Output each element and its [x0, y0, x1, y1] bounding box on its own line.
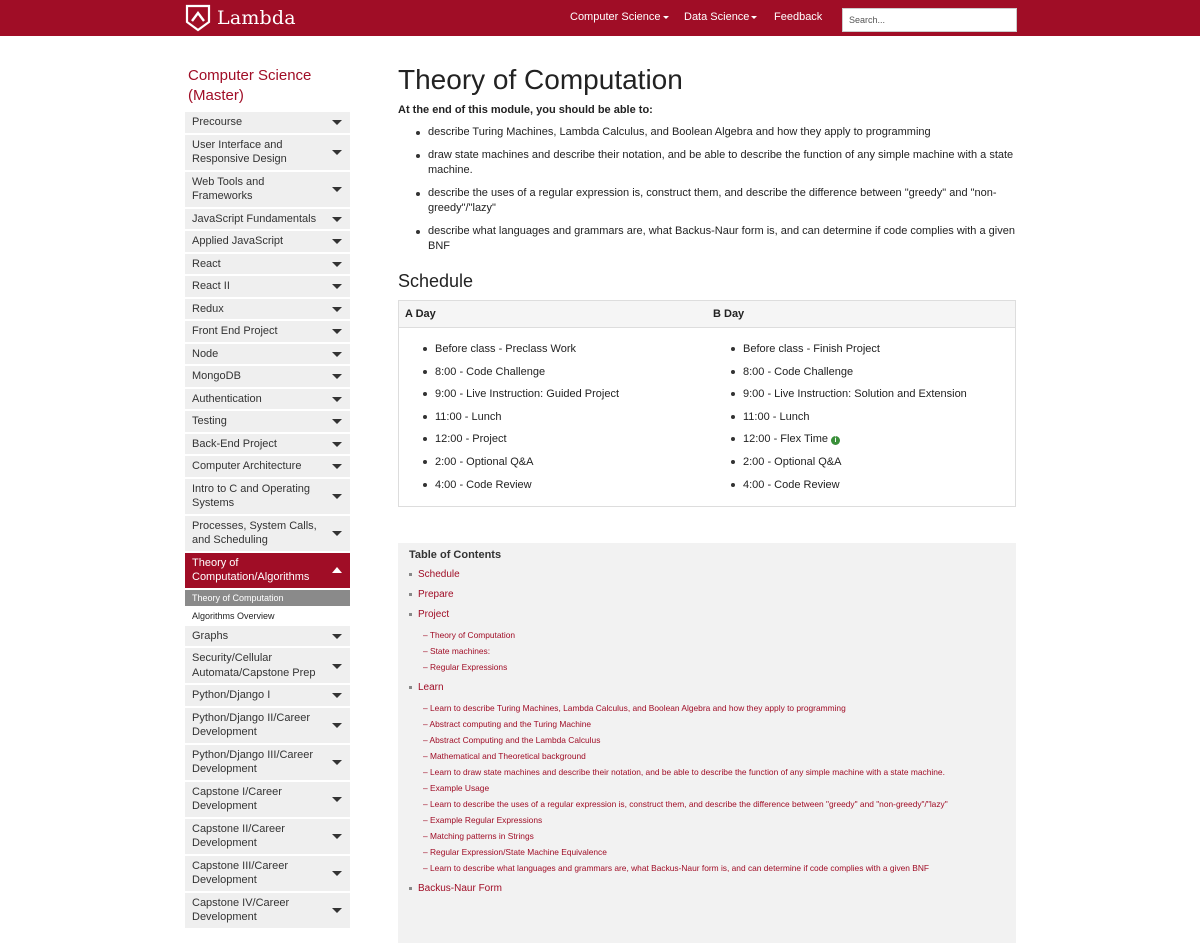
- schedule-item-text: 9:00 - Live Instruction: Solution and Extension: [743, 388, 967, 401]
- caret-down-icon: [751, 16, 757, 19]
- sidebar-item-label: Web Tools and Frameworks: [192, 175, 265, 202]
- sidebar-item-label: Graphs: [192, 629, 229, 642]
- sidebar-item-label: Computer Architecture: [192, 460, 302, 472]
- toc-sublist: [423, 627, 1005, 675]
- chevron-down-icon[interactable]: [332, 239, 342, 244]
- schedule-table: [398, 300, 1016, 507]
- schedule-item: [423, 410, 707, 424]
- sidebar-item-python-django-i[interactable]: [185, 685, 350, 706]
- sidebar-item-security-cellular-automata-capstone-prep[interactable]: [185, 648, 350, 683]
- toc-subitem[interactable]: – Regular Expression/State Machine Equivalence: [423, 844, 1005, 860]
- nav-computer-science-label: Computer Science: [570, 11, 661, 23]
- sidebar-item-processes-system-calls-and-scheduling[interactable]: [185, 516, 350, 551]
- sidebar-list-before: [185, 112, 350, 551]
- toc-subitem[interactable]: – Theory of Computation: [423, 627, 1005, 643]
- toc-title: Table of Contents: [409, 549, 502, 562]
- toc-subitem[interactable]: – Learn to describe what languages and grammars are, what Backus-Naur form is, and can determine if code complies with a given BNF: [423, 860, 1005, 876]
- caret-down-icon: [663, 16, 669, 19]
- schedule-header: [399, 301, 1015, 328]
- chevron-down-icon[interactable]: [332, 531, 342, 536]
- chevron-down-icon[interactable]: [332, 329, 342, 334]
- sidebar-item-label: Python/Django I: [192, 689, 271, 701]
- schedule-item: [731, 455, 1015, 469]
- schedule-item: [731, 342, 1015, 356]
- toc-link[interactable]: Project: [418, 609, 450, 621]
- chevron-down-icon[interactable]: [332, 464, 342, 469]
- toc-subitem[interactable]: – Example Usage: [423, 780, 1005, 796]
- sidebar-item-capstone-iv-career-development[interactable]: [185, 893, 350, 928]
- chevron-down-icon[interactable]: [332, 871, 342, 876]
- sidebar-item-computer-architecture[interactable]: [185, 456, 350, 477]
- sidebar-item-label: JavaScript Fundamentals: [192, 212, 317, 225]
- toc-item-prepare: [409, 587, 1005, 602]
- toc-subitem[interactable]: – Abstract computing and the Turing Machine: [423, 716, 1005, 732]
- sidebar-item-label: Authentication: [192, 392, 262, 405]
- schedule-item-text: 2:00 - Optional Q&A: [743, 455, 842, 468]
- schedule-item: [423, 387, 707, 401]
- sidebar-item-label: Python/Django III/Career Development: [192, 748, 314, 775]
- schedule-item-text: 2:00 - Optional Q&A: [435, 455, 534, 468]
- sidebar-item-label: Capstone I/Career Development: [192, 785, 282, 812]
- sidebar-item-capstone-ii-career-development[interactable]: [185, 819, 350, 854]
- sidebar-item-redux[interactable]: [185, 299, 350, 320]
- chevron-down-icon[interactable]: [332, 284, 342, 289]
- toc-link[interactable]: Prepare: [418, 589, 454, 601]
- schedule-item: [731, 387, 1015, 401]
- toc-subitem[interactable]: – State machines:: [423, 643, 1005, 659]
- sidebar-item-precourse[interactable]: [185, 112, 350, 133]
- sidebar-item-capstone-i-career-development[interactable]: [185, 782, 350, 817]
- toc-subitem[interactable]: – Matching patterns in Strings: [423, 828, 1005, 844]
- chevron-down-icon[interactable]: [332, 217, 342, 222]
- sidebar-item-label: React II: [192, 280, 230, 292]
- chevron-down-icon[interactable]: [332, 908, 342, 913]
- sidebar-item-react[interactable]: [185, 254, 350, 275]
- chevron-down-icon[interactable]: [332, 723, 342, 728]
- nav-data-science-label: Data Science: [684, 11, 750, 23]
- sidebar-item-node[interactable]: [185, 344, 350, 365]
- schedule-item: [423, 478, 707, 492]
- sidebar-item-label: MongoDB: [192, 370, 241, 382]
- sidebar-item-label: Theory of Computation/Algorithms: [192, 556, 310, 583]
- schedule-item-text: 4:00 - Code Review: [435, 478, 532, 491]
- schedule-item-text: 11:00 - Lunch: [435, 410, 502, 423]
- brand-logo[interactable]: [185, 4, 296, 32]
- chevron-down-icon[interactable]: [332, 374, 342, 379]
- sidebar-item-label: Redux: [192, 302, 224, 315]
- nav-data-science[interactable]: [684, 11, 757, 23]
- schedule-item-text: 12:00 - Flex Time: [743, 433, 828, 446]
- table-of-contents: [398, 543, 1016, 943]
- a-day-list: [399, 342, 707, 500]
- sidebar-item-user-interface-and-responsive-design[interactable]: [185, 135, 350, 170]
- nav-feedback-label: Feedback: [774, 11, 823, 23]
- schedule-item: [731, 432, 1015, 446]
- toc-link[interactable]: Learn: [418, 682, 444, 694]
- schedule-heading: Schedule: [398, 271, 474, 291]
- chevron-up-icon[interactable]: [332, 567, 342, 573]
- schedule-item-text: 9:00 - Live Instruction: Guided Project: [435, 388, 620, 401]
- chevron-down-icon[interactable]: [332, 120, 342, 125]
- sidebar-item-front-end-project[interactable]: [185, 321, 350, 342]
- chevron-down-icon[interactable]: [332, 494, 342, 499]
- brand-name: Lambda: [217, 7, 296, 29]
- sidebar-item-testing[interactable]: [185, 411, 350, 432]
- b-day-header: B Day: [713, 308, 745, 320]
- page-title: Theory of Computation: [398, 64, 683, 95]
- schedule-item: [423, 342, 707, 356]
- sidebar-item-label: Intro to C and Operating Systems: [192, 482, 311, 509]
- sidebar-item-label: Precourse: [192, 116, 243, 128]
- sidebar-item-label: Capstone IV/Career Development: [192, 896, 290, 923]
- schedule-item: [423, 455, 707, 469]
- lambda-shield-icon: [185, 4, 211, 32]
- sidebar-subitem-theory-of-computation[interactable]: Theory of Computation: [185, 590, 350, 606]
- sidebar-item-label: Processes, System Calls, and Scheduling: [192, 519, 317, 546]
- chevron-down-icon[interactable]: [332, 150, 342, 155]
- toc-item-project: [409, 607, 1005, 675]
- sidebar-item-python-django-ii-career-development[interactable]: [185, 708, 350, 743]
- toc-link[interactable]: Backus-Naur Form: [418, 883, 502, 895]
- sidebar-item-label: User Interface and Responsive Design: [192, 138, 287, 165]
- objectives-intro: At the end of this module, you should be able to:: [398, 104, 653, 116]
- toc-item-schedule: [409, 567, 1005, 582]
- sidebar-item-label: Capstone II/Career Development: [192, 822, 285, 849]
- sidebar-item-label: Testing: [192, 415, 227, 427]
- sidebar-item-active[interactable]: [185, 553, 350, 588]
- chevron-down-icon[interactable]: [332, 760, 342, 765]
- chevron-down-icon[interactable]: [332, 442, 342, 447]
- sidebar: [185, 66, 350, 930]
- sidebar-item-label: Python/Django II/Career Development: [192, 711, 311, 738]
- schedule-item-text: 12:00 - Project: [435, 433, 507, 446]
- toc-link[interactable]: Schedule: [418, 569, 460, 581]
- chevron-down-icon[interactable]: [332, 352, 342, 357]
- chevron-down-icon[interactable]: [332, 397, 342, 402]
- objectives-list: [398, 125, 1016, 254]
- search-input[interactable]: [842, 8, 1017, 32]
- toc-subitem[interactable]: – Example Regular Expressions: [423, 812, 1005, 828]
- a-day-header: A Day: [405, 308, 436, 320]
- toc-item-learn: [409, 680, 1005, 876]
- sidebar-item-intro-to-c-and-operating-systems[interactable]: [185, 479, 350, 514]
- sidebar-item-label: Node: [192, 347, 219, 360]
- sidebar-item-label: Applied JavaScript: [192, 235, 284, 247]
- sidebar-item-graphs[interactable]: [185, 626, 350, 647]
- objective-item: draw state machines and describe their notation, and be able to describe the function of any simple machine with a state machine.: [416, 148, 1016, 178]
- sidebar-item-web-tools-and-frameworks[interactable]: [185, 172, 350, 207]
- chevron-down-icon[interactable]: [332, 187, 342, 192]
- sidebar-item-authentication[interactable]: [185, 389, 350, 410]
- schedule-item-text: Before class - Finish Project: [743, 343, 880, 355]
- sidebar-item-applied-javascript[interactable]: [185, 231, 350, 252]
- schedule-item-text: Before class - Preclass Work: [435, 343, 577, 355]
- schedule-body: [399, 328, 1015, 506]
- toc-subitem[interactable]: – Learn to draw state machines and describe their notation, and be able to describe the function of any simple machine with a state machine.: [423, 764, 1005, 780]
- sidebar-item-label: Back-End Project: [192, 437, 277, 450]
- objective-item: describe the uses of a regular expression is, construct them, and describe the difference between "greedy" and "non-greedy"/"lazy": [416, 186, 1016, 216]
- chevron-down-icon[interactable]: [332, 797, 342, 802]
- schedule-item: [423, 432, 707, 446]
- sidebar-item-label: Security/Cellular Automata/Capstone Prep: [192, 652, 316, 679]
- sidebar-item-javascript-fundamentals[interactable]: [185, 209, 350, 230]
- toc-subitem[interactable]: – Learn to describe the uses of a regular expression is, construct them, and describe the difference between "greedy" and "non-greedy"/"lazy": [423, 796, 1005, 812]
- sidebar-list-after: [185, 626, 350, 928]
- toc-subitem[interactable]: – Regular Expressions: [423, 659, 1005, 675]
- top-navbar: [0, 0, 1200, 36]
- toc-item-backus-naur-form: [409, 881, 1005, 896]
- chevron-down-icon[interactable]: [332, 262, 342, 267]
- info-icon[interactable]: i: [831, 436, 840, 445]
- schedule-item-text: 4:00 - Code Review: [743, 478, 840, 491]
- objective-item: describe what languages and grammars are, what Backus-Naur form is, and can determine if code complies with a given BNF: [416, 224, 1016, 254]
- toc-subitem[interactable]: – Mathematical and Theoretical background: [423, 748, 1005, 764]
- schedule-item: [731, 410, 1015, 424]
- nav-feedback[interactable]: [774, 11, 822, 23]
- toc-subitem[interactable]: – Abstract Computing and the Lambda Calculus: [423, 732, 1005, 748]
- sidebar-item-python-django-iii-career-development[interactable]: [185, 745, 350, 780]
- schedule-item-text: 8:00 - Code Challenge: [435, 365, 546, 378]
- sidebar-item-mongodb[interactable]: [185, 366, 350, 387]
- chevron-down-icon[interactable]: [332, 634, 342, 639]
- sidebar-item-label: Front End Project: [192, 325, 278, 337]
- sidebar-item-label: React: [192, 257, 221, 270]
- sidebar-item-back-end-project[interactable]: [185, 434, 350, 455]
- sidebar-item-label: Capstone III/Career Development: [192, 859, 288, 886]
- schedule-item-text: 8:00 - Code Challenge: [743, 365, 854, 378]
- nav-computer-science[interactable]: [570, 11, 669, 23]
- chevron-down-icon[interactable]: [332, 307, 342, 312]
- sidebar-item-capstone-iii-career-development[interactable]: [185, 856, 350, 891]
- schedule-item-text: 11:00 - Lunch: [743, 410, 810, 423]
- chevron-down-icon[interactable]: [332, 693, 342, 698]
- chevron-down-icon[interactable]: [332, 834, 342, 839]
- sidebar-title: Computer Science (Master): [188, 67, 312, 104]
- b-day-list: [707, 342, 1015, 500]
- toc-list: [409, 567, 1005, 896]
- chevron-down-icon[interactable]: [332, 419, 342, 424]
- schedule-item: [423, 365, 707, 379]
- objective-item: describe Turing Machines, Lambda Calculus, and Boolean Algebra and how they apply to programming: [416, 125, 1016, 140]
- schedule-item: [731, 365, 1015, 379]
- chevron-down-icon[interactable]: [332, 664, 342, 669]
- toc-subitem[interactable]: – Learn to describe Turing Machines, Lambda Calculus, and Boolean Algebra and how they apply to programming: [423, 700, 1005, 716]
- schedule-item: [731, 478, 1015, 492]
- main-content: [398, 62, 1016, 943]
- sidebar-subitem-algorithms-overview[interactable]: Algorithms Overview: [185, 608, 350, 624]
- toc-sublist: [423, 700, 1005, 876]
- sidebar-item-react-ii[interactable]: [185, 276, 350, 297]
